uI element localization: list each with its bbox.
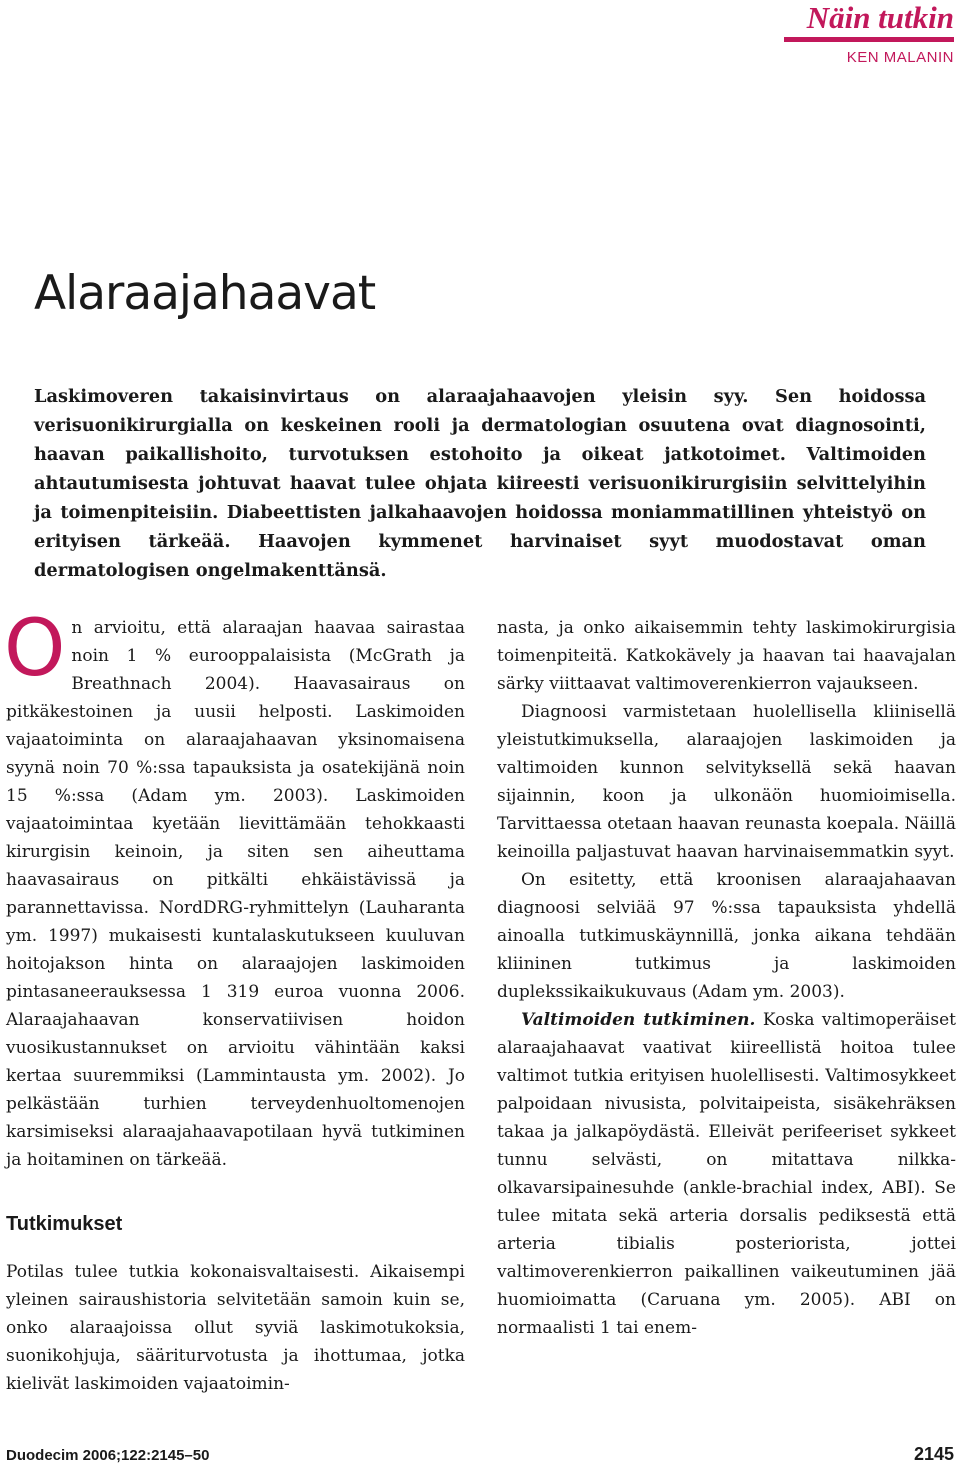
lead-paragraph: Laskimoveren takaisinvirtaus on alaraajahaavojen yleisin syy. Sen hoidossa verisuonikirurgialla on keskeinen rooli ja dermatologian osuutena ovat diagnosointi, haavan paikallishoito, turvotuksen estohoito ja oikeat jatkotoimet. Valtimoiden ahtautumisesta johtuvat haavat tulee ohjata kiireesti verisuonikirurgisiin selvittelyihin ja toimenpiteisiin. Diabeettisten jalkahaavojen hoidossa moniammatillinen yhteistyö on erityisen tärkeää. Haavojen kymmenet harvinaiset syyt muodostavat oman dermatologisen ongelmakenttänsä. — [34, 386, 926, 581]
body-paragraph-text: Koska valtimoperäiset alaraajahaavat vaativat kiireellistä hoitoa tulee valtimot tutkia erityisen huolellisesti. Valtimosykkeet palpoidaan nivusista, polvitaipeista, sisäkehräksen takaa ja jalkapöydästä. Elleivät perifeeriset sykkeet tunnu selvästi, on mitattava nilkka-olkavarsipainesuhde (ankle-brachial index, ABI). Se tulee mitata sekä arteria dorsalis pediksestä että arteria tibialis posteriorista, jottei valtimoverenkierron paikallinen vaikeutuminen jää huomioimatta (Caruana ym. 2005). ABI on normaalisti 1 tai enem- — [497, 1010, 956, 1338]
run-in-heading: Valtimoiden tutkiminen. — [521, 1010, 756, 1030]
intro-paragraph — [4, 604, 465, 1174]
left-column — [4, 604, 465, 1398]
body-paragraph: nasta, ja onko aikaisemmin tehty laskimokirurgisia toimenpiteitä. Katkokävely ja haavan tai haavajalan särky viittaavat valtimoverenkierron vajaukseen. — [497, 618, 956, 694]
body-paragraph: Potilas tulee tutkia kokonaisvaltaisesti. Aikaisempi yleinen sairaushistoria selvitetään samoin kuin se, onko alaraajoissa ollut syviä laskimotukoksia, suonikohjuja, sääriturvotusta ja ihottumaa, jotka kielivät laskimoiden vajaatoimin- — [6, 1262, 465, 1394]
article-title: Alaraajahaavat — [34, 266, 376, 321]
series-title: Näin tutkin — [806, 0, 954, 35]
drop-cap: O — [4, 604, 66, 694]
body-paragraph: Diagnoosi varmistetaan huolellisella kliinisellä yleistutkimuksella, alaraajojen laskimoiden ja valtimoiden kunnon selvityksellä sekä haavan sijainnin, koon ja ulkonäön huomioimisella. Tarvittaessa otetaan haavan reunasta koepala. Näillä keinoilla paljastuvat haavan harvinaisemmatkin syyt. — [497, 702, 956, 862]
section-heading-tutkimukset: Tutkimukset — [6, 1213, 123, 1235]
body-paragraph: On esitetty, että kroonisen alaraajahaavan diagnoosi selviää 97 %:ssa tapauksista yhdellä ainoalla tutkimuskäynnillä, jonka aikana tehdään kliininen tutkimus ja laskimoiden duplekssikaikukuvaus (Adam ym. 2003). — [497, 870, 956, 1002]
body-paragraph — [497, 1006, 956, 1342]
series-rule — [784, 37, 954, 42]
author-name: KEN MALANIN — [846, 49, 954, 66]
page-number: 2145 — [913, 1444, 954, 1464]
intro-paragraph-text: n arvioitu, että alaraajan haavaa sairastaa noin 1 % eurooppalaisista (McGrath ja Breathnach 2004). Haavasairaus on pitkäkestoinen ja uusii helposti. Laskimoiden vajaatoiminta on alaraajahaavan yksinomaisena syynä noin 70 %:ssa tapauksista ja osatekijänä noin 15 %:ssa (Adam ym. 2003). Laskimoiden vajaatoimintaa kyetään lievittämään tehokkaasti kirurgisin keinoin, ja siten sen aiheuttama haavasairaus on pitkälti ehkäistävissä ja parannettavissa. NordDRG-ryhmittelyn (Lauharanta ym. 1997) mukaisesti kuntalaskutukseen kuuluvan hoitojakson hinta on alaraajojen laskimoiden pintasaneerauksessa 1 319 euroa vuonna 2006. Alaraajahaavan konservatiivisen hoidon vuosikustannukset on arvioitu vähintään kaksi kertaa suuremmiksi (Lammintausta ym. 2002). Jo pelkästään turhien terveydenhuoltomenojen karsimiseksi alaraajahaavapotilaan hyvä tutkiminen ja hoitaminen on tärkeää. — [6, 618, 465, 1170]
journal-citation: Duodecim 2006;122:2145–50 — [6, 1447, 210, 1464]
right-column — [497, 614, 956, 1342]
